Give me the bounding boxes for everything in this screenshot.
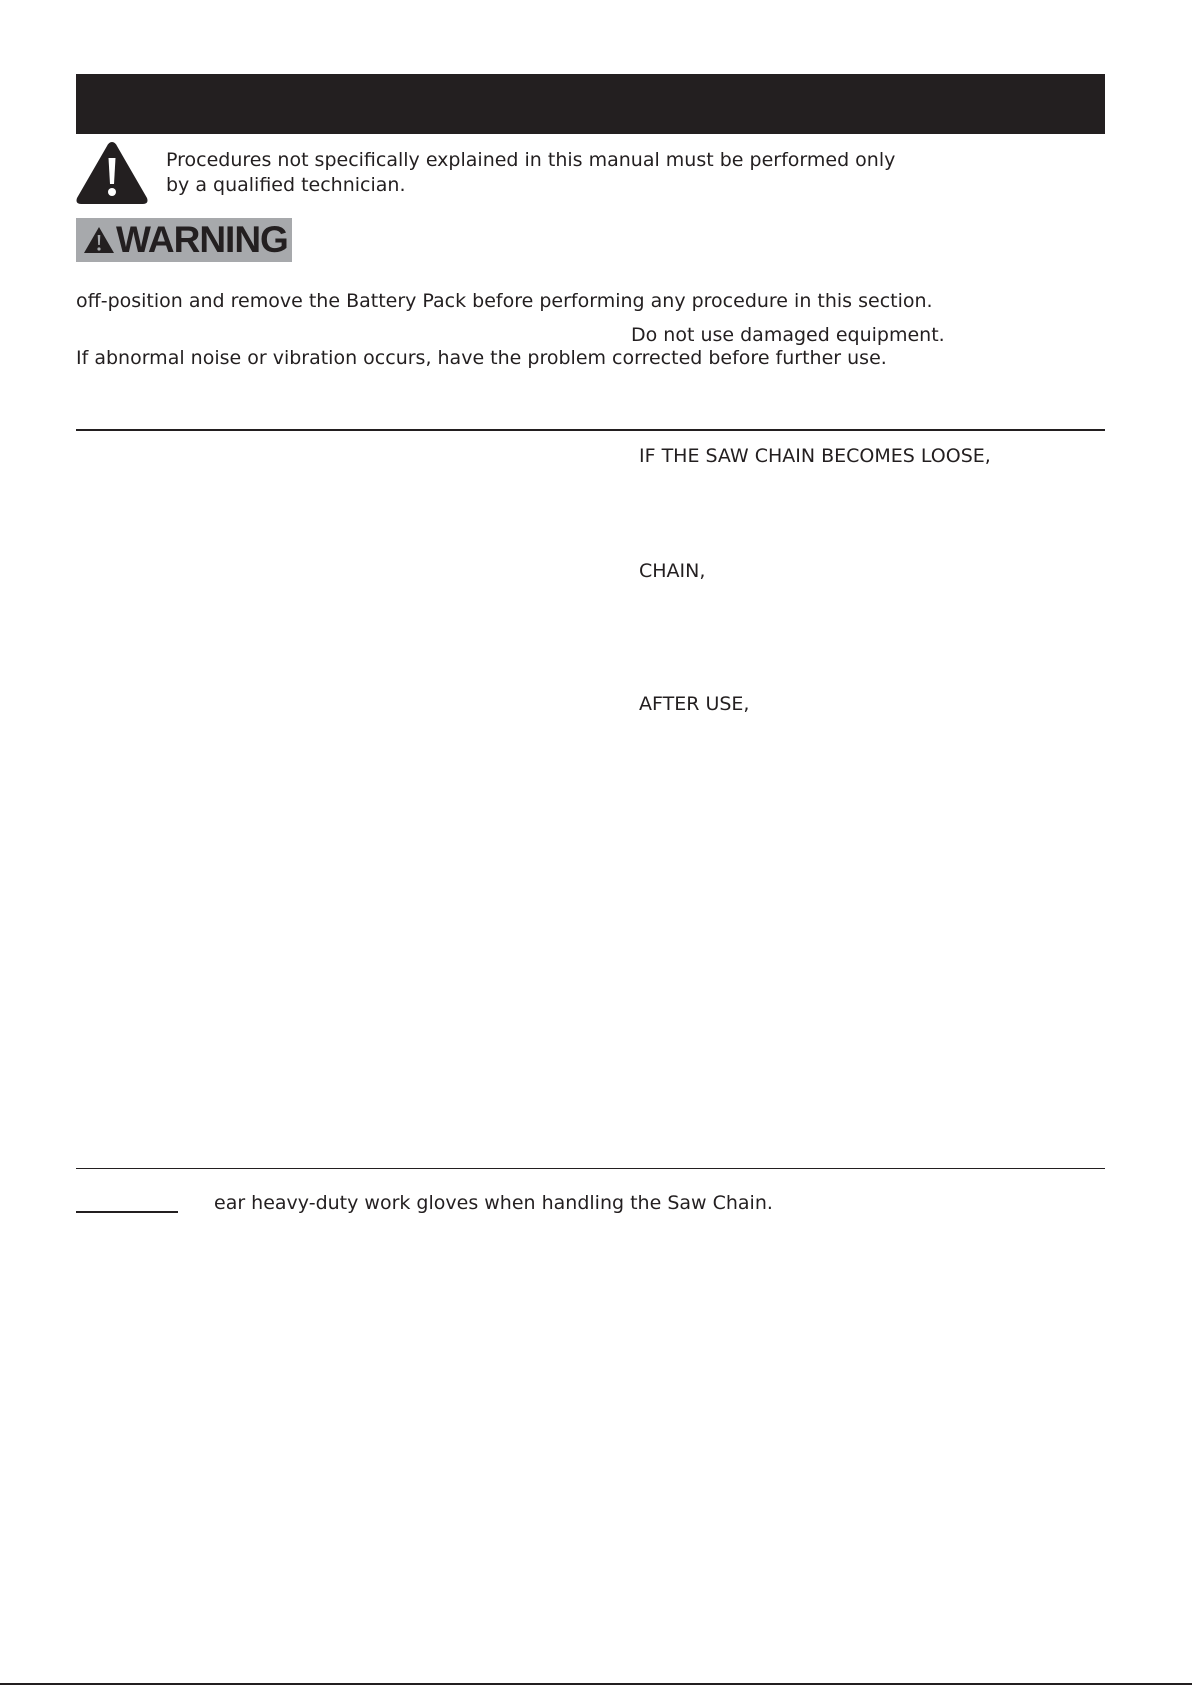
caution-line-2: by a qualified technician. <box>166 174 406 196</box>
section-header-bar <box>76 74 1105 134</box>
warning-triangle-icon <box>82 224 116 256</box>
loose-chain-heading: IF THE SAW CHAIN BECOMES LOOSE, <box>639 445 991 467</box>
warning-label: WARNING <box>116 219 288 260</box>
warning-line-1: off-position and remove the Battery Pack before performing any procedure in this section. <box>76 290 933 312</box>
section-divider-2 <box>76 1168 1105 1169</box>
caution-line-1: Procedures not specifically explained in this manual must be performed only <box>166 149 896 171</box>
caution-note <box>166 148 1066 198</box>
warning-line-2: Do not use damaged equipment. <box>631 324 945 346</box>
warning-badge <box>76 218 292 262</box>
exclamation-triangle-icon <box>75 140 149 206</box>
gloves-note: ear heavy-duty work gloves when handling the Saw Chain. <box>214 1192 773 1214</box>
warning-line-3: If abnormal noise or vibration occurs, have the problem corrected before further use. <box>76 347 887 369</box>
chain-heading: CHAIN, <box>639 560 706 582</box>
underline-stub <box>76 1211 178 1213</box>
after-use-heading: AFTER USE, <box>639 693 750 715</box>
section-divider <box>76 429 1105 431</box>
